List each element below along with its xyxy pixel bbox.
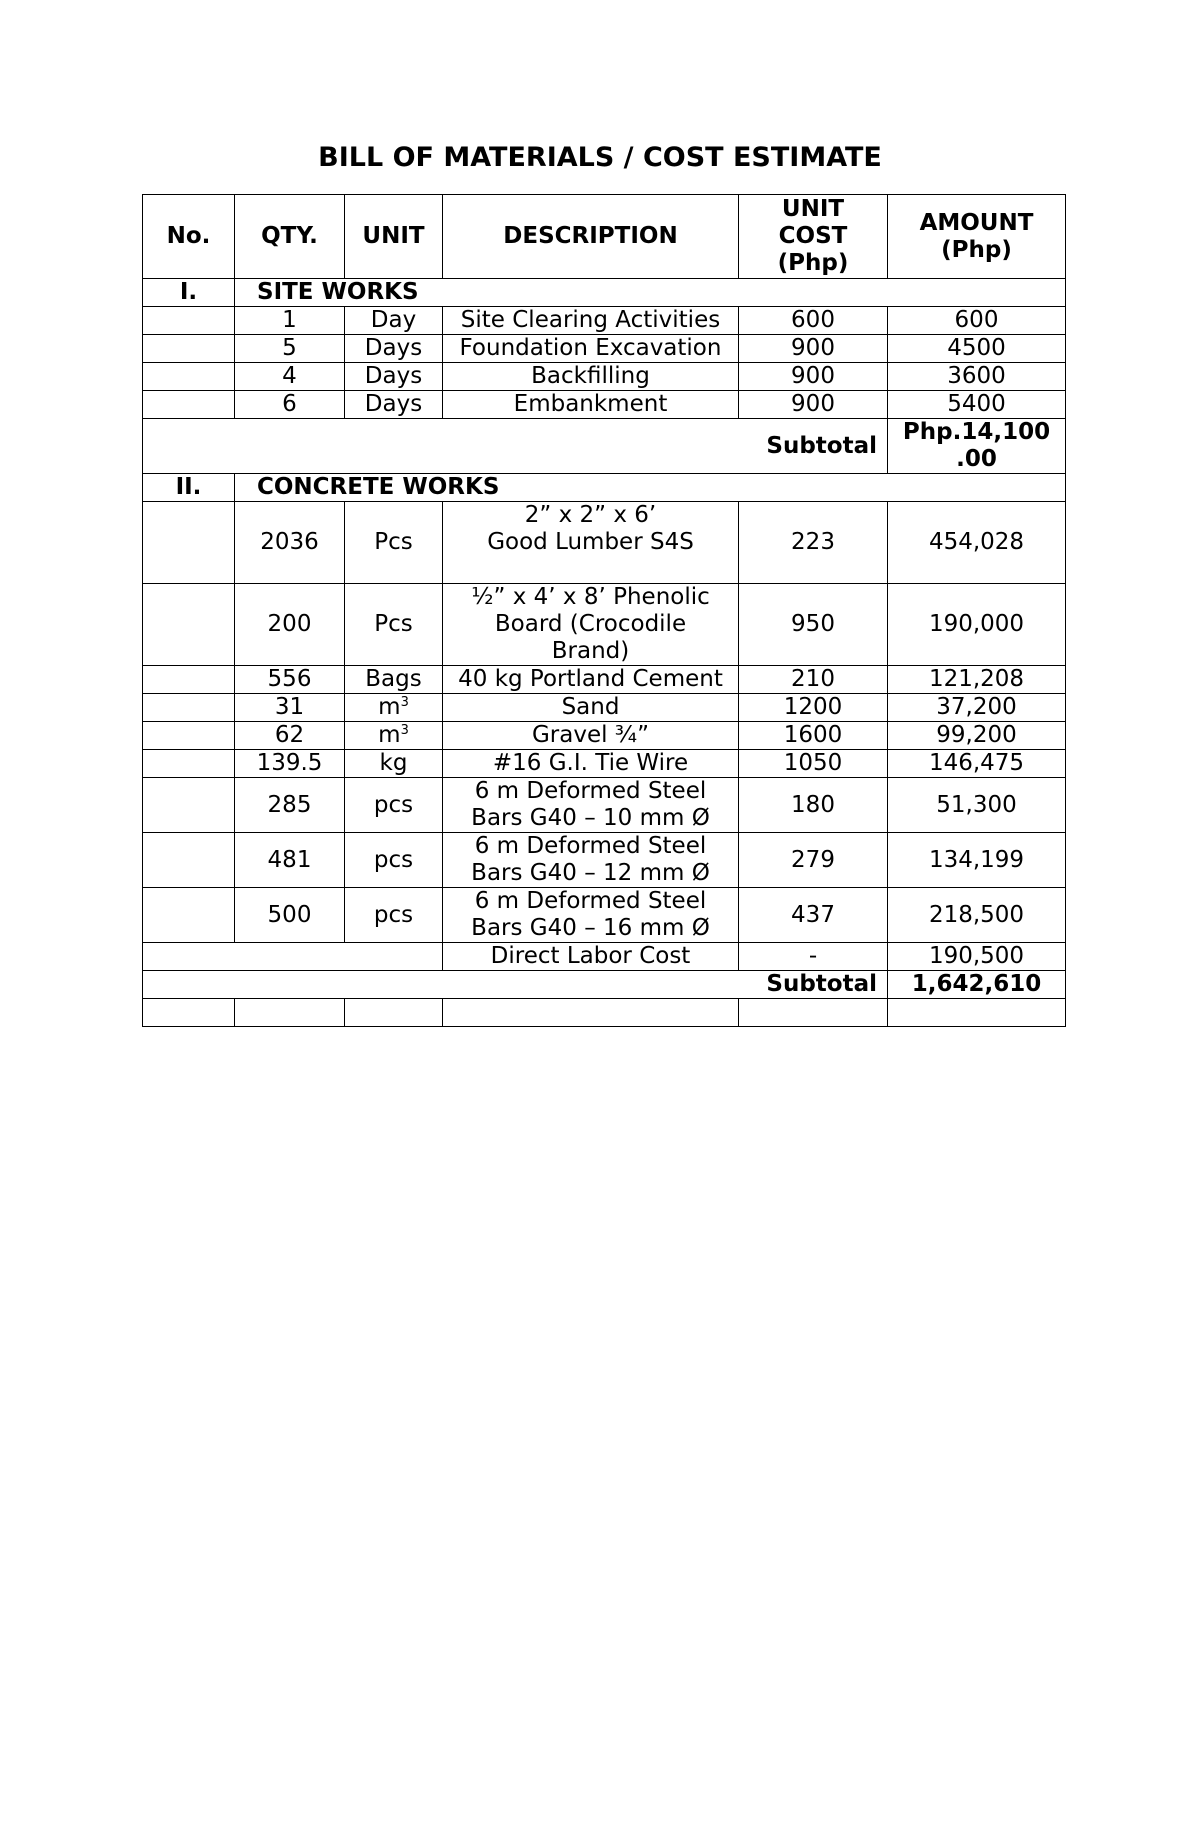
header-unit-cost: UNIT COST (Php) xyxy=(739,195,888,279)
qty-cell: 200 xyxy=(235,584,345,666)
table-row xyxy=(143,502,1066,584)
qty-cell: 500 xyxy=(235,888,345,943)
no-cell xyxy=(143,307,235,335)
unit-cell: Pcs xyxy=(345,584,443,666)
amount-cell: 218,500 xyxy=(888,888,1066,943)
table-row xyxy=(143,833,1066,888)
header-description: DESCRIPTION xyxy=(443,195,739,279)
table-row xyxy=(143,307,1066,335)
unit-cost-cell: 223 xyxy=(739,502,888,584)
no-cell xyxy=(143,750,235,778)
description-cell: 6 m Deformed Steel Bars G40 – 10 mm Ø xyxy=(443,778,739,833)
amount-cell: 37,200 xyxy=(888,694,1066,722)
amount-cell: 600 xyxy=(888,307,1066,335)
description-cell: 2” x 2” x 6’ Good Lumber S4S xyxy=(443,502,739,584)
amount-cell: 454,028 xyxy=(888,502,1066,584)
description-cell: Direct Labor Cost xyxy=(443,943,739,971)
unit-cell: pcs xyxy=(345,778,443,833)
unit-cost-cell: 437 xyxy=(739,888,888,943)
description-cell: Embankment xyxy=(443,391,739,419)
unit-cost-cell: 900 xyxy=(739,335,888,363)
unit-cell: $m^3$ xyxy=(345,694,443,722)
table-row xyxy=(143,335,1066,363)
empty-cell xyxy=(443,999,739,1027)
qty-cell: 285 xyxy=(235,778,345,833)
no-cell xyxy=(143,694,235,722)
no-cell xyxy=(143,722,235,750)
table-row xyxy=(143,391,1066,419)
empty-cell xyxy=(888,999,1066,1027)
unit-cell: kg xyxy=(345,750,443,778)
table-row xyxy=(143,888,1066,943)
unit-cost-cell: 180 xyxy=(739,778,888,833)
amount-cell: 190,000 xyxy=(888,584,1066,666)
qty-cell: 6 xyxy=(235,391,345,419)
no-cell xyxy=(143,888,235,943)
no-cell xyxy=(143,363,235,391)
unit-cost-cell: 1600 xyxy=(739,722,888,750)
section-number: I. xyxy=(143,279,235,307)
description-cell: #16 G.I. Tie Wire xyxy=(443,750,739,778)
description-cell: 40 kg Portland Cement xyxy=(443,666,739,694)
qty-cell: 1 xyxy=(235,307,345,335)
no-cell xyxy=(143,391,235,419)
qty-cell: 2036 xyxy=(235,502,345,584)
amount-cell: 99,200 xyxy=(888,722,1066,750)
unit-cost-cell: 900 xyxy=(739,391,888,419)
amount-cell: 5400 xyxy=(888,391,1066,419)
table-row xyxy=(143,750,1066,778)
qty-cell: 481 xyxy=(235,833,345,888)
description-cell: 6 m Deformed Steel Bars G40 – 16 mm Ø xyxy=(443,888,739,943)
amount-cell: 51,300 xyxy=(888,778,1066,833)
unit-cost-cell: - xyxy=(739,943,888,971)
empty-row xyxy=(143,999,1066,1027)
subtotal-value: 1,642,610 xyxy=(888,971,1066,999)
no-cell xyxy=(143,666,235,694)
page-title: BILL OF MATERIALS / COST ESTIMATE xyxy=(318,142,882,173)
unit-cost-cell: 600 xyxy=(739,307,888,335)
no-cell xyxy=(143,778,235,833)
amount-cell: 146,475 xyxy=(888,750,1066,778)
labor-blank-cell xyxy=(143,943,443,971)
subtotal-row xyxy=(143,419,1066,474)
qty-cell: 139.5 xyxy=(235,750,345,778)
unit-cell: Pcs xyxy=(345,502,443,584)
unit-cell: pcs xyxy=(345,833,443,888)
subtotal-row xyxy=(143,971,1066,999)
unit-cell: pcs xyxy=(345,888,443,943)
description-cell: Backfilling xyxy=(443,363,739,391)
description-cell: 6 m Deformed Steel Bars G40 – 12 mm Ø xyxy=(443,833,739,888)
header-unit: UNIT xyxy=(345,195,443,279)
unit-cell: Bags xyxy=(345,666,443,694)
header-row xyxy=(143,195,1066,279)
amount-cell: 121,208 xyxy=(888,666,1066,694)
empty-cell xyxy=(345,999,443,1027)
description-cell: Foundation Excavation xyxy=(443,335,739,363)
subtotal-label: Subtotal xyxy=(143,971,888,999)
unit-cost-cell: 279 xyxy=(739,833,888,888)
qty-cell: 31 xyxy=(235,694,345,722)
empty-cell xyxy=(235,999,345,1027)
unit-cost-cell: 210 xyxy=(739,666,888,694)
header-no: No. xyxy=(143,195,235,279)
empty-cell xyxy=(739,999,888,1027)
description-cell: ½” x 4’ x 8’ Phenolic Board (Crocodile Brand) xyxy=(443,584,739,666)
amount-cell: 134,199 xyxy=(888,833,1066,888)
no-cell xyxy=(143,833,235,888)
table-row xyxy=(143,584,1066,666)
description-cell: Site Clearing Activities xyxy=(443,307,739,335)
no-cell xyxy=(143,335,235,363)
header-amount: AMOUNT (Php) xyxy=(888,195,1066,279)
unit-cost-cell: 950 xyxy=(739,584,888,666)
table-row xyxy=(143,722,1066,750)
section-row xyxy=(143,474,1066,502)
unit-cell: Days xyxy=(345,363,443,391)
labor-row xyxy=(143,943,1066,971)
subtotal-value: Php.14,100 .00 xyxy=(888,419,1066,474)
section-title: CONCRETE WORKS xyxy=(235,474,1066,502)
table-row xyxy=(143,778,1066,833)
unit-cell: Days xyxy=(345,391,443,419)
table-row xyxy=(143,666,1066,694)
description-cell: Gravel ¾” xyxy=(443,722,739,750)
bill-of-materials-table xyxy=(142,194,1066,1027)
unit-cell: $m^3$ xyxy=(345,722,443,750)
unit-cost-cell: 1200 xyxy=(739,694,888,722)
section-title: SITE WORKS xyxy=(235,279,1066,307)
amount-cell: 3600 xyxy=(888,363,1066,391)
empty-cell xyxy=(143,999,235,1027)
section-number: II. xyxy=(143,474,235,502)
qty-cell: 5 xyxy=(235,335,345,363)
unit-cell: Day xyxy=(345,307,443,335)
unit-cost-cell: 1050 xyxy=(739,750,888,778)
no-cell xyxy=(143,502,235,584)
subtotal-label: Subtotal xyxy=(143,419,888,474)
table-row xyxy=(143,694,1066,722)
unit-cost-cell: 900 xyxy=(739,363,888,391)
unit-cell: Days xyxy=(345,335,443,363)
amount-cell: 190,500 xyxy=(888,943,1066,971)
section-row xyxy=(143,279,1066,307)
amount-cell: 4500 xyxy=(888,335,1066,363)
qty-cell: 62 xyxy=(235,722,345,750)
qty-cell: 556 xyxy=(235,666,345,694)
qty-cell: 4 xyxy=(235,363,345,391)
description-cell: Sand xyxy=(443,694,739,722)
header-qty: QTY. xyxy=(235,195,345,279)
table-row xyxy=(143,363,1066,391)
no-cell xyxy=(143,584,235,666)
